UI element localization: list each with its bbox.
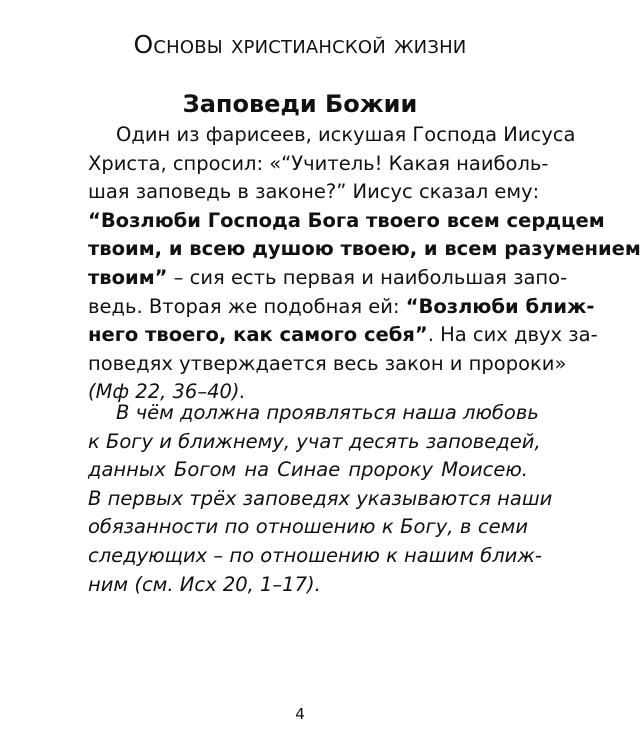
paragraph-1 bbox=[88, 121, 641, 407]
text-line-bold bbox=[88, 235, 641, 264]
section-title: Заповеди Божии bbox=[182, 90, 418, 118]
running-head: Основы христианской жизни bbox=[133, 30, 467, 59]
text-line: В чём должна проявляться наша любовь bbox=[116, 401, 539, 424]
bold-quote: твоим, и всею душою твоею, и всем разумением bbox=[88, 237, 641, 261]
text-line: обязанности по отношению к Богу, в семи bbox=[88, 515, 528, 539]
text-line: следующих – по отношению к нашим ближ- bbox=[88, 543, 542, 567]
text-line: к Богу и ближнему, учат десять заповедей, bbox=[88, 429, 541, 453]
text-run: ведь. Вторая же подобная ей: bbox=[88, 294, 406, 318]
bold-quote: твоим” bbox=[88, 265, 168, 289]
text-line: Один из фарисеев, искушая Господа Иисуса bbox=[116, 123, 576, 146]
text-line bbox=[88, 321, 598, 350]
text-run: – сия есть первая и наибольшая запо- bbox=[167, 265, 568, 289]
text-line: В первых трёх заповедях указываются наши bbox=[88, 486, 553, 510]
scripture-reference: (Мф 22, 36–40). bbox=[88, 380, 246, 404]
text-line: данных Богом на Синае пророку Моисею. bbox=[88, 458, 528, 482]
bold-quote: него твоего, как самого себя” bbox=[88, 323, 428, 347]
text-line bbox=[88, 293, 595, 322]
text-line-bold bbox=[88, 207, 605, 236]
bold-quote: “Возлюби ближ- bbox=[405, 294, 595, 318]
text-line: ним (см. Исх 20, 1–17). bbox=[88, 572, 321, 596]
text-run: . На сих двух за- bbox=[427, 323, 598, 347]
text-line: поведях утверждается весь закон и пророки» bbox=[88, 351, 567, 375]
text-line: шая заповедь в законе?” Иисус сказал ему: bbox=[88, 180, 540, 204]
text-line bbox=[88, 264, 568, 293]
bold-quote: “Возлюби Господа Бога твоего всем сердцем bbox=[88, 208, 605, 232]
page-number: 4 bbox=[295, 705, 305, 723]
paragraph-2 bbox=[88, 399, 553, 599]
text-line: Христа, спросил: «“Учитель! Какая наиболь- bbox=[88, 151, 549, 175]
